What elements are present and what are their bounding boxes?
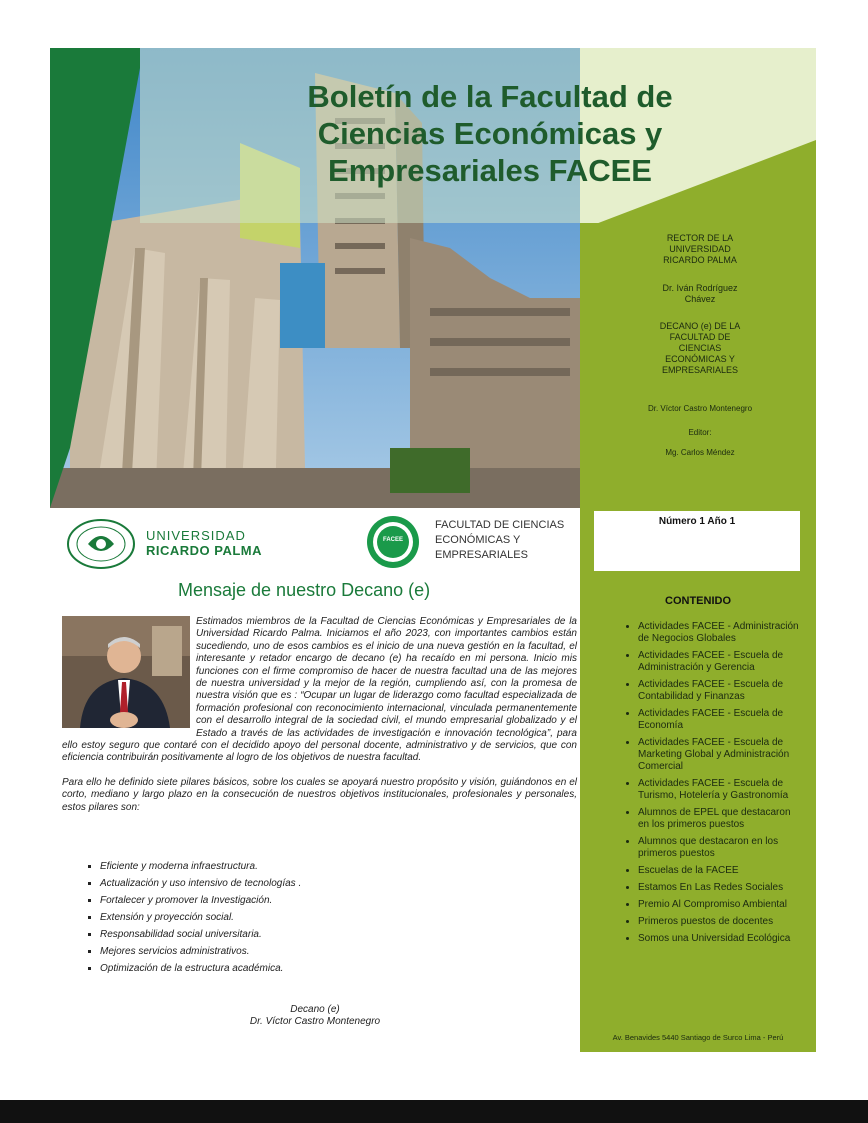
contents-item: • Actividades FACEE - Escuela de Turismo, Hotelería y Gastronomía xyxy=(638,778,802,802)
signature xyxy=(160,1004,470,1028)
issue-box xyxy=(594,511,800,571)
pillar-item: ▪ Eficiente y moderna infraestructura. xyxy=(100,858,562,875)
urp-seal-icon xyxy=(66,518,136,570)
contents-item: • Premio Al Compromiso Ambiental xyxy=(638,899,802,911)
address: Av. Benavides 5440 Santiago de Surco Lima - Perú xyxy=(612,1033,784,1042)
message-paragraph-1: Estimados miembros de la Facultad de Ciencias Económicas y Empresariales de la Universidad Ricardo Palma. Iniciamos el año 2023, con importantes cambios están sucediendo, uno de esos cambios es el inicio de una nueva gestión en la facultad, el interesante y retador encargo de decano (e) ha recaído en mi persona. Inicio mis funciones con el firme compromiso de hacer de nuestra facultad una de las mejores de nuestra universidad y la mejor de la región, cumpliendo así, con la promesa de nuestra visión que es : “Ocupar un lugar de liderazgo como facultad especializada de formación profesional con reconocimiento internacional, vinculada permanentemente con el desarrollo integral de la sociedad civil, el mundo empresarial globalizado y el Estado a través de las actividades de investigación e innovación tecnológica”, para ello estoy seguro que contaré con el decidido apoyo del personal docente, administrativo y de servicios, que con eficiencia contribuirán positivamente al logro de los objetivos de nuestra facultad. xyxy=(62,616,577,764)
title-line-2: Ciencias Económicas y xyxy=(317,116,663,151)
facee-name-line2: ECONÓMICAS Y xyxy=(435,534,521,546)
dean-portrait-illustration xyxy=(62,616,190,728)
pillar-item: ▪ Fortalecer y promover la Investigación. xyxy=(100,892,562,909)
pillar-item: ▪ Responsabilidad social universitaria. xyxy=(100,926,562,943)
contents-item: • Alumnos de EPEL que destacaron en los primeros puestos xyxy=(638,807,802,831)
message-paragraph-2: Para ello he definido siete pilares básicos, sobre los cuales se apoyará nuestro propósito y visión, guiándonos en el corto, mediano y largo plazo en la consecución de nuestros objetivos institucionales, profesionales y personales, estos pilares son: xyxy=(62,776,577,813)
pillar-item: ▪ Mejores servicios administrativos. xyxy=(100,943,562,960)
rector-title: RECTOR DE LA UNIVERSIDAD RICARDO PALMA xyxy=(663,233,737,265)
editor-name: Mg. Carlos Méndez xyxy=(665,448,735,457)
contents-item: • Escuelas de la FACEE xyxy=(638,865,802,877)
urp-name-line1: UNIVERSIDAD xyxy=(146,528,246,543)
contents-item: • Actividades FACEE - Escuela de Contabilidad y Finanzas xyxy=(638,679,802,703)
signature-name: Dr. Víctor Castro Montenegro xyxy=(249,1016,381,1027)
facee-name-line1: FACULTAD DE CIENCIAS xyxy=(435,519,565,531)
contents-item: • Actividades FACEE - Escuela de Marketing Global y Administración Comercial xyxy=(638,737,802,773)
contents-item: • Primeros puestos de docentes xyxy=(638,916,802,928)
pillar-item: ▪ Extensión y proyección social. xyxy=(100,909,562,926)
signature-role: Decano (e) xyxy=(290,1004,340,1015)
pillar-item: ▪ Actualización y uso intensivo de tecnologías . xyxy=(100,875,562,892)
dean-photo xyxy=(62,616,190,728)
sidebar xyxy=(580,223,816,1052)
contents-list xyxy=(580,621,802,950)
editor-label: Editor: xyxy=(688,428,712,437)
contents-item: • Actividades FACEE - Escuela de Administración y Gerencia xyxy=(638,650,802,674)
urp-name-line2: RICARDO PALMA xyxy=(146,543,263,558)
contents-item: • Estamos En Las Redes Sociales xyxy=(638,882,802,894)
dean-name: Dr. Víctor Castro Montenegro xyxy=(647,404,753,413)
contents-item: • Alumnos que destacaron en los primeros puestos xyxy=(638,836,802,860)
pillars-list xyxy=(62,858,562,977)
dean-title: DECANO (e) DE LA FACULTAD DE CIENCIAS ECONÓMICAS Y EMPRESARIALES xyxy=(659,321,741,375)
rector-name: Dr. Iván Rodríguez Chávez xyxy=(662,283,738,304)
contents-item: • Actividades FACEE - Escuela de Economía xyxy=(638,708,802,732)
issue-number: Número 1 Año 1 xyxy=(658,516,736,527)
title-line-3: Empresariales FACEE xyxy=(328,153,652,188)
contents-item: • Actividades FACEE - Administración de Negocios Globales xyxy=(638,621,802,645)
bulletin-title xyxy=(250,78,730,189)
facee-name-line3: EMPRESARIALES xyxy=(435,549,528,561)
pillar-item: ▪ Optimización de la estructura académica. xyxy=(100,960,562,977)
message-heading: Mensaje de nuestro Decano (e) xyxy=(178,580,431,600)
title-line-1: Boletín de la Facultad de xyxy=(307,79,673,114)
facee-name xyxy=(435,518,564,563)
contents-title: CONTENIDO xyxy=(665,595,731,607)
bottom-bar xyxy=(0,1100,868,1123)
facee-badge-text: FACEE xyxy=(382,537,403,543)
message-body xyxy=(62,616,577,814)
contents-item: • Somos una Universidad Ecológica xyxy=(638,933,802,945)
